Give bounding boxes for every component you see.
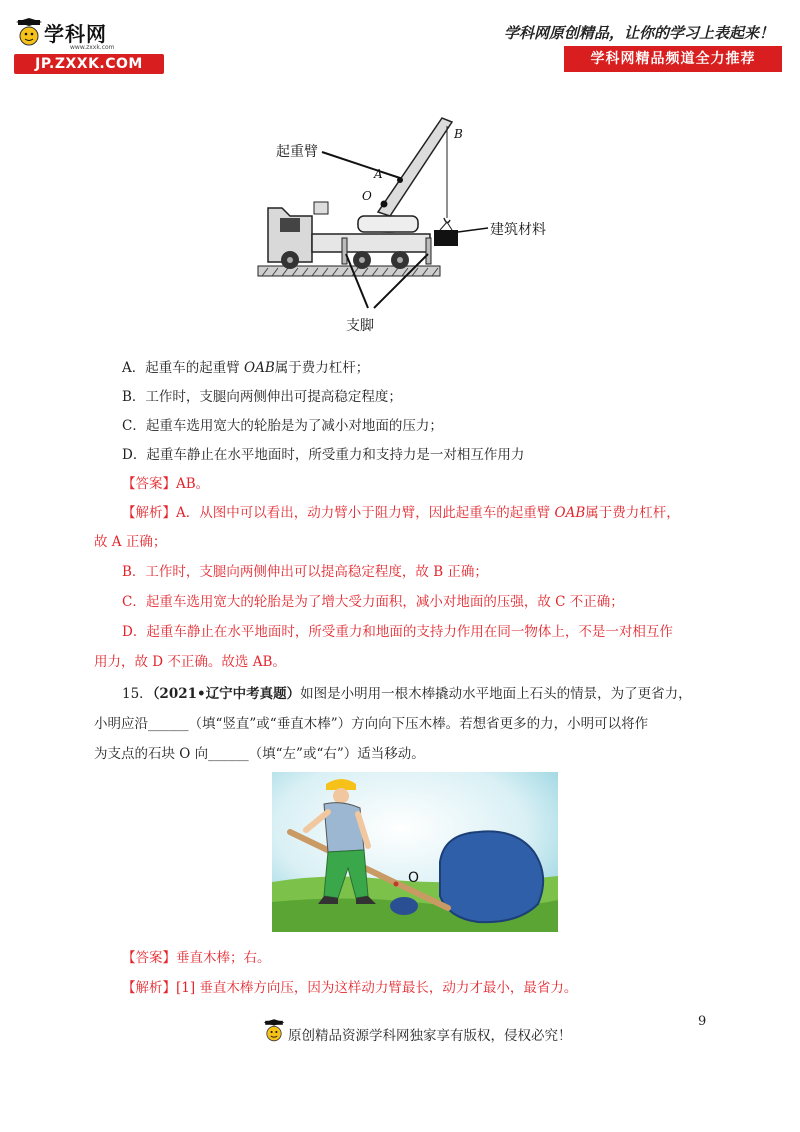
channel-banner: 学科网精品频道全力推荐 bbox=[564, 46, 782, 72]
analysis-tag: 【解析】 bbox=[122, 980, 176, 996]
analysis-14-a: 【解析】A．从图中可以看出，动力臂小于阻力臂，因此起重车的起重臂 OAB属于费力杠杆， bbox=[122, 505, 680, 521]
label-building-material: 建筑材料 bbox=[490, 222, 546, 238]
question-15-line3: 为支点的石块 O 向______（填“左”或“右”）适当移动。 bbox=[94, 746, 425, 762]
option-b: B．工作时，支腿向两侧伸出可提高稳定程度； bbox=[122, 389, 402, 405]
answer-tag: 【答案】 bbox=[122, 950, 176, 966]
logo[interactable] bbox=[14, 18, 164, 74]
crane-truck-figure bbox=[250, 112, 570, 338]
mascot-icon bbox=[14, 18, 44, 50]
analysis-14-b: B．工作时，支腿向两侧伸出可以提高稳定程度，故 B 正确； bbox=[122, 564, 488, 580]
analysis-15: 【解析】[1] 垂直木棒方向压，因为这样动力臂最长，动力才最小，最省力。 bbox=[122, 980, 578, 996]
answer-tag: 【答案】 bbox=[122, 476, 176, 492]
option-c: C．起重车选用宽大的轮胎是为了减小对地面的压力； bbox=[122, 418, 443, 434]
lever-stone-figure bbox=[272, 772, 558, 932]
label-point-a: A bbox=[374, 167, 383, 181]
question-number: 15． bbox=[122, 686, 153, 702]
mascot-icon bbox=[262, 1018, 286, 1046]
logo-domain: JP.ZXXK.COM bbox=[14, 54, 164, 74]
label-crane-arm: 起重臂 bbox=[276, 144, 318, 160]
label-support-legs: 支脚 bbox=[346, 318, 374, 334]
analysis-14-a-cont: 故 A 正确； bbox=[94, 534, 167, 550]
question-15-line2: 小明应沿______（填“竖直”或“垂直木棒”）方向向下压木棒。若想省更多的力，小明可以将作 bbox=[94, 716, 649, 732]
label-point-b: B bbox=[454, 127, 463, 141]
label-point-o: O bbox=[362, 189, 372, 203]
option-a: A．起重车的起重臂 OAB属于费力杠杆； bbox=[122, 360, 370, 376]
option-d: D．起重车静止在水平地面时，所受重力和支持力是一对相互作用力 bbox=[122, 447, 525, 463]
analysis-14-d: D．起重车静止在水平地面时，所受重力和地面的支持力作用在同一物体上，不是一对相互作 bbox=[122, 624, 673, 640]
copyright-notice: 原创精品资源学科网独家享有版权，侵权必究！ bbox=[288, 1028, 572, 1044]
analysis-14-d-cont: 用力，故 D 不正确。故选 AB。 bbox=[94, 654, 286, 670]
question-15-line1: 15．（2021•辽宁中考真题）如图是小明用一根木棒撬动水平地面上石头的情景，为了更省力， bbox=[122, 686, 692, 702]
footer bbox=[262, 1018, 602, 1048]
page-number: 9 bbox=[698, 1014, 707, 1029]
header-slogan: 学科网原创精品，让你的学习上表起来！ bbox=[503, 24, 774, 42]
answer-14: 【答案】AB。 bbox=[122, 476, 210, 492]
logo-url: www.zxxk.com bbox=[70, 44, 115, 51]
answer-15: 【答案】垂直木棒；右。 bbox=[122, 950, 271, 966]
question-source: （2021•辽宁中考真题） bbox=[152, 686, 301, 702]
label-fulcrum-o: O bbox=[408, 870, 420, 886]
logo-text: 学科网 bbox=[44, 22, 107, 46]
analysis-14-c: C．起重车选用宽大的轮胎是为了增大受力面积，减小对地面的压强，故 C 不正确； bbox=[122, 594, 624, 610]
analysis-tag: 【解析】 bbox=[122, 505, 176, 521]
